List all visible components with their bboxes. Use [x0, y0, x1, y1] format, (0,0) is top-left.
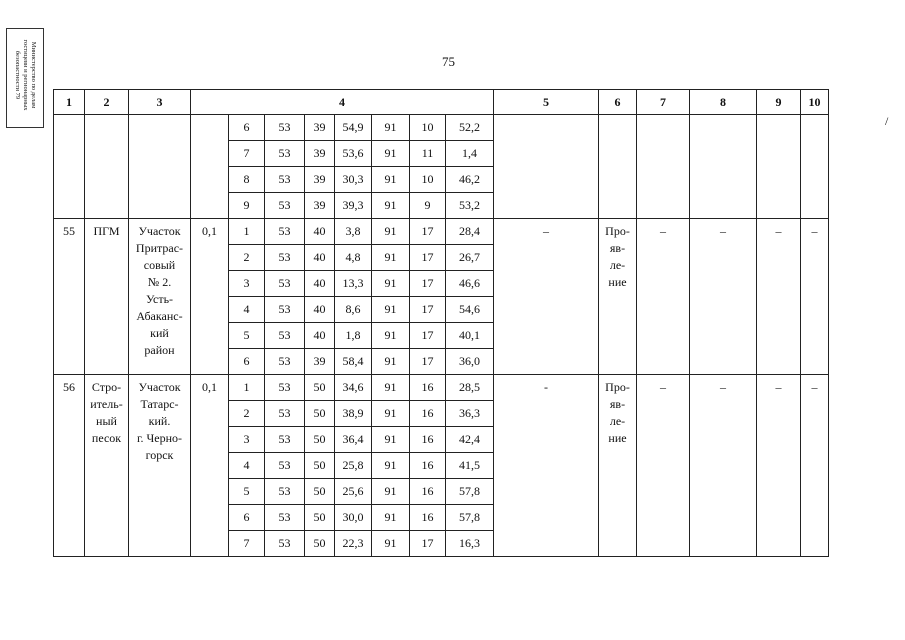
- header-cell-6: 6: [599, 90, 637, 115]
- coordinate-cell: 54,9: [335, 115, 372, 141]
- coordinate-cell: 5: [229, 323, 265, 349]
- coordinate-cell: 52,2: [446, 115, 494, 141]
- occurrence-line: ле-: [609, 414, 626, 428]
- coordinate-cell: 40: [305, 323, 335, 349]
- location-line: Усть-: [145, 292, 174, 306]
- coordinate-cell: 10: [410, 167, 446, 193]
- coordinate-cell: 53: [265, 193, 305, 219]
- material-type: [85, 115, 129, 219]
- coordinate-cell: 16: [410, 505, 446, 531]
- coordinate-cell: 57,8: [446, 479, 494, 505]
- coordinate-cell: 50: [305, 453, 335, 479]
- coordinate-cell: 53: [265, 349, 305, 375]
- coordinate-cell: 26,7: [446, 245, 494, 271]
- coordinate-cell: 6: [229, 505, 265, 531]
- location-line: совый: [143, 258, 176, 272]
- coordinate-cell: 91: [372, 401, 410, 427]
- sample-depth: 0,1: [191, 219, 229, 375]
- col-7-value: –: [637, 375, 690, 557]
- coordinate-cell: 30,3: [335, 167, 372, 193]
- coordinate-cell: 1,4: [446, 141, 494, 167]
- location-line: Участок: [138, 380, 181, 394]
- col-9-value: –: [757, 219, 801, 375]
- coordinate-cell: 39,3: [335, 193, 372, 219]
- coordinate-cell: 91: [372, 453, 410, 479]
- coordinate-cell: 91: [372, 427, 410, 453]
- coordinate-cell: 40: [305, 245, 335, 271]
- coordinate-cell: 46,2: [446, 167, 494, 193]
- material-type: [85, 375, 129, 557]
- coordinate-cell: 16: [410, 453, 446, 479]
- location-line: г. Черно-: [136, 431, 183, 445]
- coordinate-cell: 53: [265, 401, 305, 427]
- coordinate-cell: 6: [229, 115, 265, 141]
- header-cell-8: 8: [690, 90, 757, 115]
- coordinate-cell: 2: [229, 401, 265, 427]
- coordinate-cell: 91: [372, 193, 410, 219]
- col-8-value: [690, 115, 757, 219]
- coordinate-cell: 91: [372, 271, 410, 297]
- coordinate-cell: 11: [410, 141, 446, 167]
- coordinate-cell: 40: [305, 271, 335, 297]
- coordinate-cell: 91: [372, 219, 410, 245]
- coordinate-cell: 91: [372, 375, 410, 401]
- coordinate-cell: 53,6: [335, 141, 372, 167]
- coordinate-cell: 91: [372, 323, 410, 349]
- coordinate-cell: 16: [410, 427, 446, 453]
- table-row: [54, 115, 829, 141]
- coordinate-cell: 50: [305, 375, 335, 401]
- header-cell-5: 5: [494, 90, 599, 115]
- location-line: Участок: [138, 224, 181, 238]
- coordinate-cell: 17: [410, 271, 446, 297]
- coordinate-cell: 91: [372, 141, 410, 167]
- coordinate-cell: 1: [229, 219, 265, 245]
- col-7-value: [637, 115, 690, 219]
- location-line: Татарс-: [140, 397, 179, 411]
- coordinate-cell: 36,4: [335, 427, 372, 453]
- coordinate-cell: 36,0: [446, 349, 494, 375]
- coordinate-cell: 42,4: [446, 427, 494, 453]
- coordinate-cell: 50: [305, 531, 335, 557]
- coordinate-cell: 8: [229, 167, 265, 193]
- occurrence-line: Про-: [605, 224, 630, 238]
- coordinate-cell: 9: [229, 193, 265, 219]
- coordinate-cell: 10: [410, 115, 446, 141]
- col-5-value: [494, 115, 599, 219]
- location-line: № 2.: [147, 275, 172, 289]
- coordinate-cell: 4: [229, 453, 265, 479]
- coordinate-cell: 5: [229, 479, 265, 505]
- coordinate-cell: 34,6: [335, 375, 372, 401]
- coordinate-cell: 16: [410, 375, 446, 401]
- occurrence-line: яв-: [609, 397, 626, 411]
- location: [129, 115, 191, 219]
- coordinate-cell: 39: [305, 115, 335, 141]
- location: [129, 219, 191, 375]
- coordinate-cell: 3,8: [335, 219, 372, 245]
- coordinate-cell: 91: [372, 115, 410, 141]
- header-cell-2: 2: [85, 90, 129, 115]
- col-8-value: –: [690, 375, 757, 557]
- location-line: кий.: [148, 414, 171, 428]
- coordinate-cell: 17: [410, 245, 446, 271]
- coordinate-cell: 91: [372, 167, 410, 193]
- coordinate-cell: 1,8: [335, 323, 372, 349]
- coordinate-cell: 53: [265, 141, 305, 167]
- occurrence-type: [599, 375, 637, 557]
- coordinate-cell: 41,5: [446, 453, 494, 479]
- coordinate-cell: 40: [305, 297, 335, 323]
- coordinate-cell: 17: [410, 531, 446, 557]
- col-7-value: –: [637, 219, 690, 375]
- coordinate-cell: 8,6: [335, 297, 372, 323]
- coordinate-cell: 4: [229, 297, 265, 323]
- col-10-value: –: [801, 219, 829, 375]
- coordinate-cell: 53: [265, 427, 305, 453]
- coordinate-cell: 36,3: [446, 401, 494, 427]
- material-line: Стро-: [91, 380, 122, 394]
- coordinate-cell: 91: [372, 245, 410, 271]
- coordinate-cell: 54,6: [446, 297, 494, 323]
- occurrence-type: [599, 219, 637, 375]
- location: [129, 375, 191, 557]
- header-cell-9: 9: [757, 90, 801, 115]
- header-cell-7: 7: [637, 90, 690, 115]
- material-line: песок: [91, 431, 122, 445]
- coordinate-cell: 6: [229, 349, 265, 375]
- col-10-value: [801, 115, 829, 219]
- coordinate-cell: 91: [372, 479, 410, 505]
- coordinate-cell: 53: [265, 453, 305, 479]
- location-line: Абаканс-: [136, 309, 183, 323]
- header-cell-10: 10: [801, 90, 829, 115]
- coordinate-cell: 53: [265, 505, 305, 531]
- coordinate-cell: 91: [372, 297, 410, 323]
- coordinate-cell: 3: [229, 271, 265, 297]
- coordinate-cell: 9: [410, 193, 446, 219]
- occurrence-line: ние: [608, 275, 627, 289]
- row-number: 55: [54, 219, 85, 375]
- table-row: [54, 375, 829, 401]
- location-line: район: [144, 343, 175, 357]
- coordinate-cell: 17: [410, 297, 446, 323]
- coordinate-cell: 39: [305, 193, 335, 219]
- coordinate-cell: 58,4: [335, 349, 372, 375]
- coordinate-cell: 16,3: [446, 531, 494, 557]
- coordinate-cell: 53,2: [446, 193, 494, 219]
- coordinate-cell: 22,3: [335, 531, 372, 557]
- col-9-value: –: [757, 375, 801, 557]
- coordinate-cell: 13,3: [335, 271, 372, 297]
- coordinate-cell: 28,5: [446, 375, 494, 401]
- occurrence-line: Про-: [605, 380, 630, 394]
- material-line: итель-: [90, 397, 123, 411]
- table-row: [54, 219, 829, 245]
- coordinate-cell: 39: [305, 349, 335, 375]
- coordinate-cell: 17: [410, 219, 446, 245]
- coordinate-cell: 91: [372, 505, 410, 531]
- occurrence-line: яв-: [609, 241, 626, 255]
- occurrence-type: [599, 115, 637, 219]
- margin-mark: /: [885, 114, 889, 128]
- coordinate-cell: 39: [305, 141, 335, 167]
- occurrence-line: ние: [608, 431, 627, 445]
- coordinate-cell: 53: [265, 297, 305, 323]
- coordinate-cell: 38,9: [335, 401, 372, 427]
- material-line: ный: [96, 414, 117, 428]
- row-number: [54, 115, 85, 219]
- coordinate-cell: 7: [229, 141, 265, 167]
- col-10-value: –: [801, 375, 829, 557]
- coordinate-cell: 53: [265, 531, 305, 557]
- data-table: [53, 89, 829, 557]
- header-cell-3: 3: [129, 90, 191, 115]
- coordinate-cell: 53: [265, 479, 305, 505]
- col-5-value: -: [494, 375, 599, 557]
- coordinate-cell: 30,0: [335, 505, 372, 531]
- material-line: ПГМ: [93, 224, 120, 238]
- coordinate-cell: 50: [305, 427, 335, 453]
- coordinate-cell: 91: [372, 531, 410, 557]
- header-cell-4: 4: [191, 90, 494, 115]
- coordinate-cell: 53: [265, 271, 305, 297]
- sample-depth: [191, 115, 229, 219]
- material-type: [85, 219, 129, 375]
- coordinate-cell: 2: [229, 245, 265, 271]
- location-line: горск: [145, 448, 174, 462]
- coordinate-cell: 16: [410, 401, 446, 427]
- coordinate-cell: 53: [265, 375, 305, 401]
- coordinate-cell: 3: [229, 427, 265, 453]
- coordinate-cell: 7: [229, 531, 265, 557]
- coordinate-cell: 4,8: [335, 245, 372, 271]
- coordinate-cell: 91: [372, 349, 410, 375]
- coordinate-cell: 50: [305, 479, 335, 505]
- header-cell-1: 1: [54, 90, 85, 115]
- col-9-value: [757, 115, 801, 219]
- coordinate-cell: 53: [265, 245, 305, 271]
- coordinate-cell: 17: [410, 323, 446, 349]
- coordinate-cell: 50: [305, 505, 335, 531]
- coordinate-cell: 50: [305, 401, 335, 427]
- coordinate-cell: 39: [305, 167, 335, 193]
- coordinate-cell: 53: [265, 167, 305, 193]
- coordinate-cell: 53: [265, 219, 305, 245]
- coordinate-cell: 40,1: [446, 323, 494, 349]
- coordinate-cell: 53: [265, 115, 305, 141]
- coordinate-cell: 46,6: [446, 271, 494, 297]
- archive-stamp: [6, 28, 44, 128]
- header-row: [54, 90, 829, 115]
- location-line: Притрас-: [135, 241, 184, 255]
- occurrence-line: ле-: [609, 258, 626, 272]
- coordinate-cell: 28,4: [446, 219, 494, 245]
- coordinate-cell: 17: [410, 349, 446, 375]
- page-number: 75: [442, 54, 455, 69]
- coordinate-cell: 53: [265, 323, 305, 349]
- coordinate-cell: 57,8: [446, 505, 494, 531]
- sample-depth: 0,1: [191, 375, 229, 557]
- row-number: 56: [54, 375, 85, 557]
- col-8-value: –: [690, 219, 757, 375]
- coordinate-cell: 25,6: [335, 479, 372, 505]
- coordinate-cell: 40: [305, 219, 335, 245]
- stamp-text: Министерство по делам гостицеви и регионарных безопастности 79: [14, 39, 37, 111]
- col-5-value: –: [494, 219, 599, 375]
- coordinate-cell: 25,8: [335, 453, 372, 479]
- location-line: кий: [150, 326, 169, 340]
- coordinate-cell: 1: [229, 375, 265, 401]
- coordinate-cell: 16: [410, 479, 446, 505]
